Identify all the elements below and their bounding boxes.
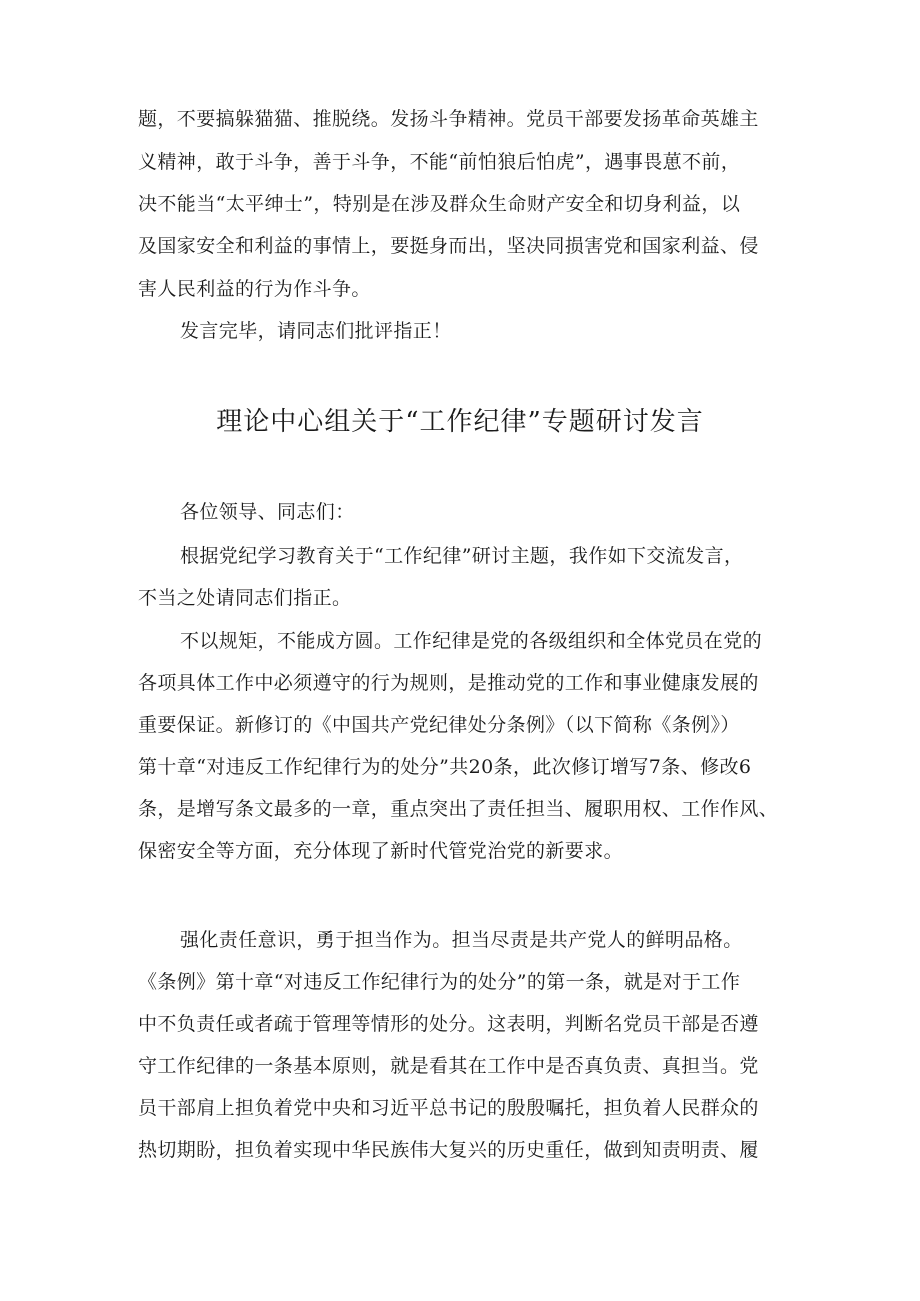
text-line: 重要保证。新修订的《中国共产党纪律处分条例》（以下简称《条例》） xyxy=(138,714,740,736)
text-line: 中不负责任或者疏于管理等情形的处分。这表明，判断名党员干部是否遵 xyxy=(138,1013,759,1035)
text-line: 热切期盼，担负着实现中华民族伟大复兴的历史重任，做到知责明责、履 xyxy=(138,1139,759,1161)
text-line: 及国家安全和利益的事情上，要挺身而出，坚决同损害党和国家利益、侵 xyxy=(138,235,759,257)
text-line: 员干部肩上担负着党中央和习近平总书记的殷殷嘱托，担负着人民群众的 xyxy=(138,1097,759,1119)
text-line: 决不能当“太平绅士”，特别是在涉及群众生命财产安全和切身利益，以 xyxy=(138,193,741,215)
text-line: 根据党纪学习教育关于“工作纪律”研讨主题，我作如下交流发言， xyxy=(180,545,744,567)
closing-line: 发言完毕，请同志们批评指正！ xyxy=(180,320,452,342)
text-line: 《条例》第十章“对违反工作纪律行为的处分”的第一条，就是对于工作 xyxy=(138,971,741,993)
text-line: 题，不要搞躲猫猫、推脱绕。发扬斗争精神。党员干部要发扬革命英雄主 xyxy=(138,108,759,130)
text-line: 条，是增写条文最多的一章，重点突出了责任担当、履职用权、工作作风、 xyxy=(138,798,779,820)
salutation: 各位领导、同志们： xyxy=(180,501,355,523)
text-line: 第十章“对违反工作纪律行为的处分”共20条，此次修订增写7条、修改6 xyxy=(138,756,752,778)
text-line: 不当之处请同志们指正。 xyxy=(138,587,352,609)
document-title: 理论中心组关于“工作纪律”专题研讨发言 xyxy=(216,407,704,437)
text-line: 各项具体工作中必须遵守的行为规则，是推动党的工作和事业健康发展的 xyxy=(138,672,759,694)
text-line: 害人民利益的行为作斗争。 xyxy=(138,278,371,300)
text-line: 保密安全等方面，充分体现了新时代管党治党的新要求。 xyxy=(138,840,624,862)
text-line: 义精神，敢于斗争，善于斗争，不能“前怕狼后怕虎”，遇事畏葸不前， xyxy=(138,151,741,173)
text-line: 强化责任意识，勇于担当作为。担当尽责是共产党人的鲜明品格。 xyxy=(180,929,743,951)
text-line: 守工作纪律的一条基本原则，就是看其在工作中是否真负责、真担当。党 xyxy=(138,1055,759,1077)
text-line: 不以规矩，不能成方圆。工作纪律是党的各级组织和全体党员在党的 xyxy=(180,630,763,652)
